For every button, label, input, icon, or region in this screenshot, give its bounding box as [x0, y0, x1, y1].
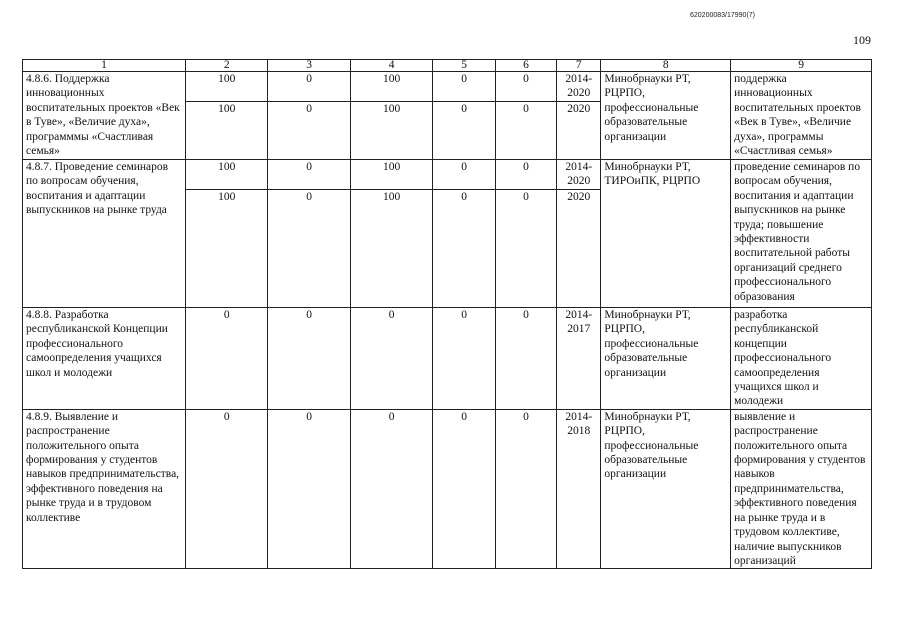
value-cell: 100	[186, 189, 267, 204]
executor-cell: Минобрнауки РТ, РЦРПО, профессиональные образовательные организации	[601, 72, 731, 160]
value-cell: 0	[461, 161, 467, 173]
measure-name: 4.8.7. Проведение семинаров по вопросам обучения, воспитания и адаптации выпускников на рынке труда	[23, 160, 186, 308]
column-header: 8	[601, 60, 731, 72]
column-number-row	[23, 60, 872, 72]
value-cell: 0	[433, 189, 494, 204]
value-cell: 0	[495, 308, 556, 410]
period-cell: 2014-2020	[565, 73, 593, 100]
value-cell: 0	[461, 73, 467, 85]
result-cell: проведение семинаров по вопросам обучения, воспитания и адаптации выпускников на рынке труда; повышение эффективности воспитательной работы организаций среднего профессионального образования	[731, 160, 872, 308]
column-header: 4	[350, 60, 432, 72]
column-header: 6	[495, 60, 556, 72]
value-cell: 0	[523, 73, 529, 85]
column-header: 5	[433, 60, 495, 72]
document-code: 620200083/17990(7)	[690, 12, 756, 19]
executor-cell: Минобрнауки РТ, ТИРОиПК, РЦРПО	[601, 160, 731, 308]
value-cell: 0	[350, 308, 432, 410]
executor-cell: Минобрнауки РТ, РЦРПО, профессиональные образовательные организации	[601, 308, 731, 410]
column-header: 9	[731, 60, 872, 72]
column-header: 2	[185, 60, 267, 72]
page-number: 109	[853, 33, 871, 47]
value-cell: 0	[268, 101, 349, 116]
column-header: 7	[557, 60, 601, 72]
period-cell: 2020	[557, 101, 600, 116]
value-cell: 0	[433, 101, 494, 116]
value-cell: 100	[218, 161, 236, 173]
value-cell: 0	[350, 409, 432, 568]
value-cell: 0	[268, 409, 350, 568]
table-row	[23, 160, 872, 308]
table-row	[23, 409, 872, 568]
value-cell: 0	[496, 189, 556, 204]
measure-name: 4.8.8. Разработка республиканской Концепции профессионального самоопределения учащихся школ и молодежи	[23, 308, 186, 410]
value-cell: 100	[383, 73, 401, 85]
result-cell: разработка республиканской концепции профессионального самоопределения учащихся школ и молодежи	[731, 308, 872, 410]
executor-cell: Минобрнауки РТ, РЦРПО, профессиональные образовательные организации	[601, 409, 731, 568]
value-cell: 0	[433, 409, 495, 568]
column-header: 1	[23, 60, 186, 72]
value-cell: 100	[383, 161, 401, 173]
value-cell: 0	[268, 308, 350, 410]
value-cell: 0	[185, 308, 267, 410]
value-cell: 0	[306, 73, 313, 85]
value-cell: 100	[218, 73, 236, 85]
value-cell: 0	[268, 189, 349, 204]
value-cell: 100	[186, 101, 267, 116]
value-cell: 100	[351, 189, 432, 204]
value-cell: 100	[351, 101, 432, 116]
measure-name: 4.8.9. Выявление и распространение положительного опыта формирования у студентов навыков предпринимательства, эффективного поведения на рынке труда и в трудовом коллективе	[23, 409, 186, 568]
value-cell: 0	[523, 161, 529, 173]
table-row	[23, 72, 872, 160]
result-cell: поддержка инновационных воспитательных проектов «Век в Туве», «Величие духа», программы «Счастливая семья»	[731, 72, 872, 160]
value-cell: 0	[306, 161, 313, 173]
measures-table	[22, 59, 872, 569]
table-row	[23, 308, 872, 410]
value-cell: 0	[496, 101, 556, 116]
value-cell: 0	[495, 409, 556, 568]
value-cell: 0	[433, 308, 495, 410]
value-cell: 0	[185, 409, 267, 568]
result-cell: выявление и распространение положительного опыта формирования у студентов навыков предпринимательства, эффективного поведения на рынке труда и в трудовом коллективе, наличие выпускников организаций	[731, 409, 872, 568]
period-cell: 2020	[557, 189, 600, 204]
period-cell: 2014-2020	[565, 161, 593, 188]
column-header: 3	[268, 60, 350, 72]
period-cell: 2014-2017	[557, 308, 601, 410]
period-cell: 2014-2018	[557, 409, 601, 568]
measure-name: 4.8.6. Поддержка инновационных воспитательных проектов «Век в Туве», «Величие духа», программмы «Счастливая семья»	[23, 72, 186, 160]
